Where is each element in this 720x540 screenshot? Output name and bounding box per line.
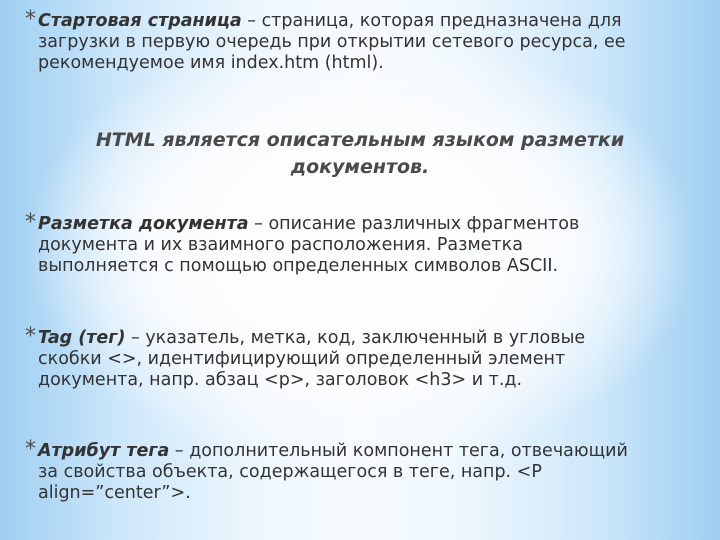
term-tag: Tag (тег) bbox=[38, 328, 126, 348]
bullet-star-icon: * bbox=[25, 7, 36, 32]
html-quote-line1: HTML является описательным языком разметки bbox=[95, 129, 625, 151]
definition-document-markup-line3: выполняется с помощью определенных символов ASCII. bbox=[38, 256, 559, 276]
term-tag-attribute: Атрибут тега bbox=[38, 441, 170, 461]
term-start-page: Стартовая страница bbox=[38, 11, 242, 31]
definition-start-page-line2: загрузки в первую очередь при открытии сетевого ресурса, ее bbox=[38, 32, 626, 52]
definition-tag-line3: документа, напр. абзац <p>, заголовок <h3> и т.д. bbox=[38, 370, 523, 390]
bullet-star-icon: * bbox=[25, 210, 36, 235]
bullet-star-icon: * bbox=[25, 324, 36, 349]
term-document-markup: Разметка документа bbox=[38, 214, 249, 234]
bullet-line bbox=[38, 11, 622, 32]
bullet-star-icon: * bbox=[25, 437, 36, 462]
definition-tag-attribute-line3: align=”center”>. bbox=[38, 483, 191, 503]
definition-document-markup-line2: документа и их взаимного расположения. Разметка bbox=[38, 235, 523, 255]
definition-tag-attribute-line1: – дополнительный компонент тега, отвечающий bbox=[169, 441, 628, 461]
bullet-line bbox=[38, 328, 585, 349]
definition-start-page-line3: рекомендуемое имя index.htm (html). bbox=[38, 53, 384, 73]
definition-tag-line2: скобки <>, идентифицирующий определенный элемент bbox=[38, 349, 566, 369]
bullet-line bbox=[38, 214, 579, 235]
html-quote-line2: документов. bbox=[290, 156, 430, 178]
definition-tag-attribute-line2: за свойства объекта, содержащегося в теге, напр. <P bbox=[38, 462, 542, 482]
definition-start-page-line1: – страница, которая предназначена для bbox=[241, 11, 622, 31]
definition-tag-line1: – указатель, метка, код, заключенный в угловые bbox=[125, 328, 586, 348]
definition-document-markup-line1: – описание различных фрагментов bbox=[248, 214, 580, 234]
bullet-line bbox=[38, 441, 628, 462]
